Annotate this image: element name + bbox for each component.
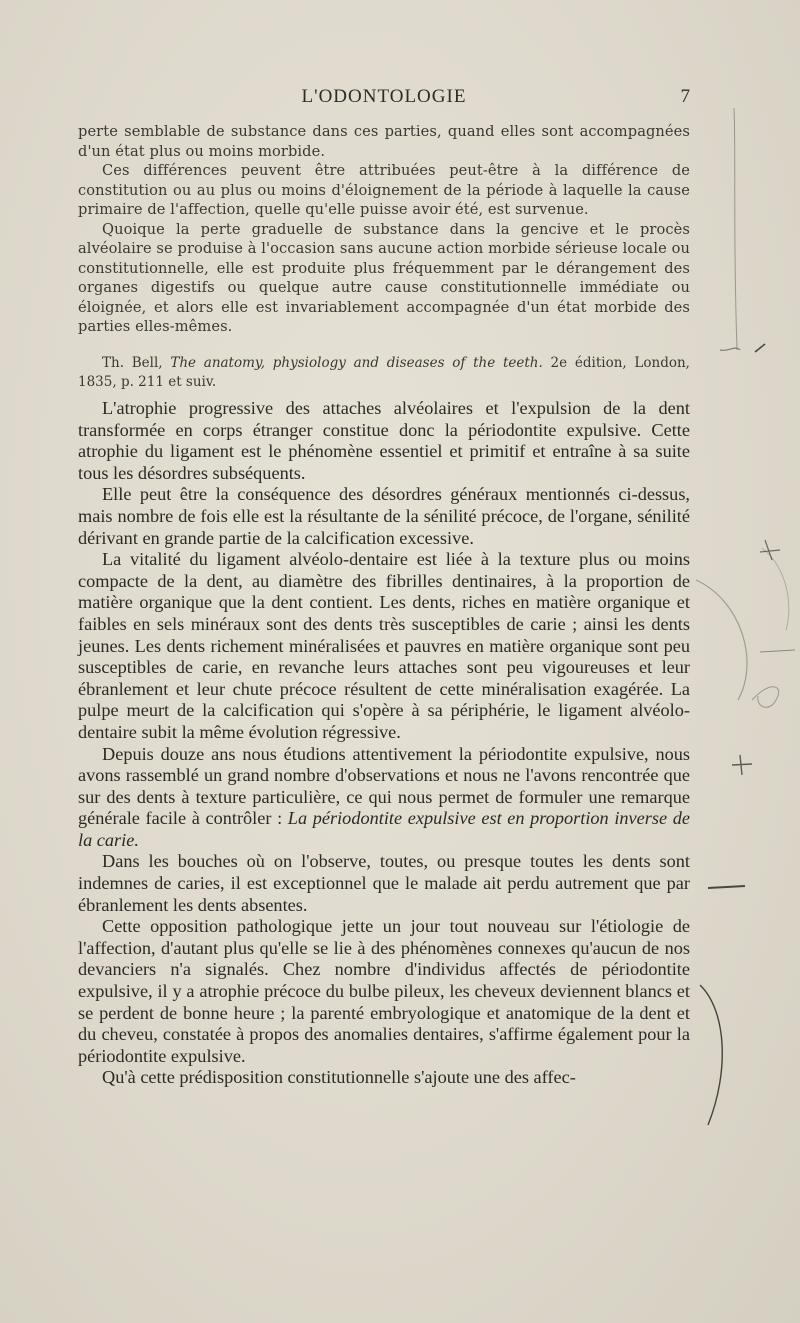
main-paragraph-3: La vitalité du ligament alvéolo-dentaire est liée à la texture plus ou moins compacte de la dent, au diamètre des fibrilles dentinaires, à la proportion de matière organique que la dent contient. Les dents, riches en matière organique et faibles en sels minéraux sont des dents très susceptibles de carie ; ainsi les dents jeunes. Les dents richement minéralisées et pauvres en matière organique sont peu susceptibles de carie, en revanche leurs attaches sont peu vigoureuses et leur ébranlement et leur chute précoce résultent de cette minéralisation exagérée. La pulpe meurt de la calcification qui s'opère à sa périphérie, le ligament alvéolo-dentaire subit la même évolution régressive.: [78, 549, 690, 742]
margin-tick-1: [720, 348, 740, 350]
main-paragraph-4-emphasis: La périodontite expulsive est en proportion inverse de la carie.: [78, 808, 690, 850]
page-header: [78, 86, 690, 112]
main-paragraph-5: Dans les bouches où on l'observe, toutes, ou presque toutes les dents sont indemnes de caries, il est exceptionnel que le malade ait perdu autrement que par ébranlement les dents absentes.: [78, 851, 690, 915]
main-paragraph-6: Cette opposition pathologique jette un jour tout nouveau sur l'étiologie de l'affection, d'autant plus qu'elle se lie à des phénomènes connexes qu'aucun de nos devanciers n'a signalés. Chez nombre d'individus affectés de périodontite expulsive, il y a atrophie précoce du bulbe pileux, les cheveux deviennent blancs et se perdent de bonne heure ; la parenté embryologique et anatomique de la dent et du cheveu, constatée à propos des anomalies dentaires, s'affirme également pour la périodontite expulsive.: [78, 916, 690, 1066]
main-paragraph-1: L'atrophie progressive des attaches alvéolaires et l'expulsion de la dent transformée en corps étranger constitue donc la périodontite expulsive. Cette atrophie du ligament est le phénomène essentiel et primitif et entraîne à sa suite tous les désordres subséquents.: [78, 398, 690, 483]
citation-details: 2e édition, London, 1835, p. 211 et suiv.: [78, 355, 690, 390]
main-text: [78, 398, 690, 1089]
quoted-passage: [78, 122, 690, 337]
quote-paragraph-2: Ces différences peuvent être attribuées peut-être à la différence de constitution ou au plus ou moins d'éloignement de la période à laquelle la cause primaire de l'affection, quelle qu'elle puisse avoir été, est survenue.: [78, 162, 690, 218]
margin-loop-1: [752, 687, 779, 707]
quote-paragraph-3: Quoique la perte graduelle de substance dans la gencive et le procès alvéolaire se produise à l'occasion sans aucune action morbide sérieuse locale ou constitutionnelle, elle est produite plus fréquemment par le dérangement des organes digestifs ou quelque autre cause constitutionnelle immédiate ou éloignée, et alors elle est invariablement accompagnée d'un état morbide des parties elles-mêmes.: [78, 220, 690, 335]
main-paragraph-4: [78, 744, 690, 852]
margin-arc-1: [762, 548, 789, 630]
main-paragraph-2: Elle peut être la conséquence des désordres généraux mentionnés ci-dessus, mais nombre de fois elle est la résultante de la sénilité précoce, de l'organe, sénilité dérivant en grande partie de la calcification excessive.: [78, 484, 690, 548]
citation-line: [78, 354, 690, 392]
quote-paragraph-1: perte semblable de substance dans ces parties, quand elles sont accompagnées d'un état plus ou moins morbide.: [78, 123, 690, 160]
citation-author: Th. Bell,: [102, 355, 171, 371]
margin-bracket-2: [700, 985, 722, 1125]
main-paragraph-4-text: Depuis douze ans nous étudions attentivement la périodontite expulsive, nous avons rassemblé un grand nombre d'observations et nous ne l'avons rencontrée que sur des dents à texture particulière, ce qui nous permet de formuler une remarque générale facile à contrôler :: [78, 743, 690, 829]
citation: [78, 354, 690, 392]
margin-line-1: [734, 108, 737, 350]
margin-cross-2: [732, 755, 752, 775]
margin-dash-1: [760, 650, 795, 652]
page-number: 7: [680, 86, 690, 107]
margin-cross-1: [760, 540, 780, 560]
running-title: L'ODONTOLOGIE: [301, 86, 467, 107]
main-paragraph-7: Qu'à cette prédisposition constitutionnelle s'ajoute une des affec-: [102, 1067, 576, 1088]
margin-bracket-1: [696, 580, 747, 700]
margin-dash-2: [708, 886, 745, 888]
margin-tick-2: [755, 344, 765, 352]
citation-title: The anatomy, physiology and diseases of the teeth.: [170, 355, 543, 371]
